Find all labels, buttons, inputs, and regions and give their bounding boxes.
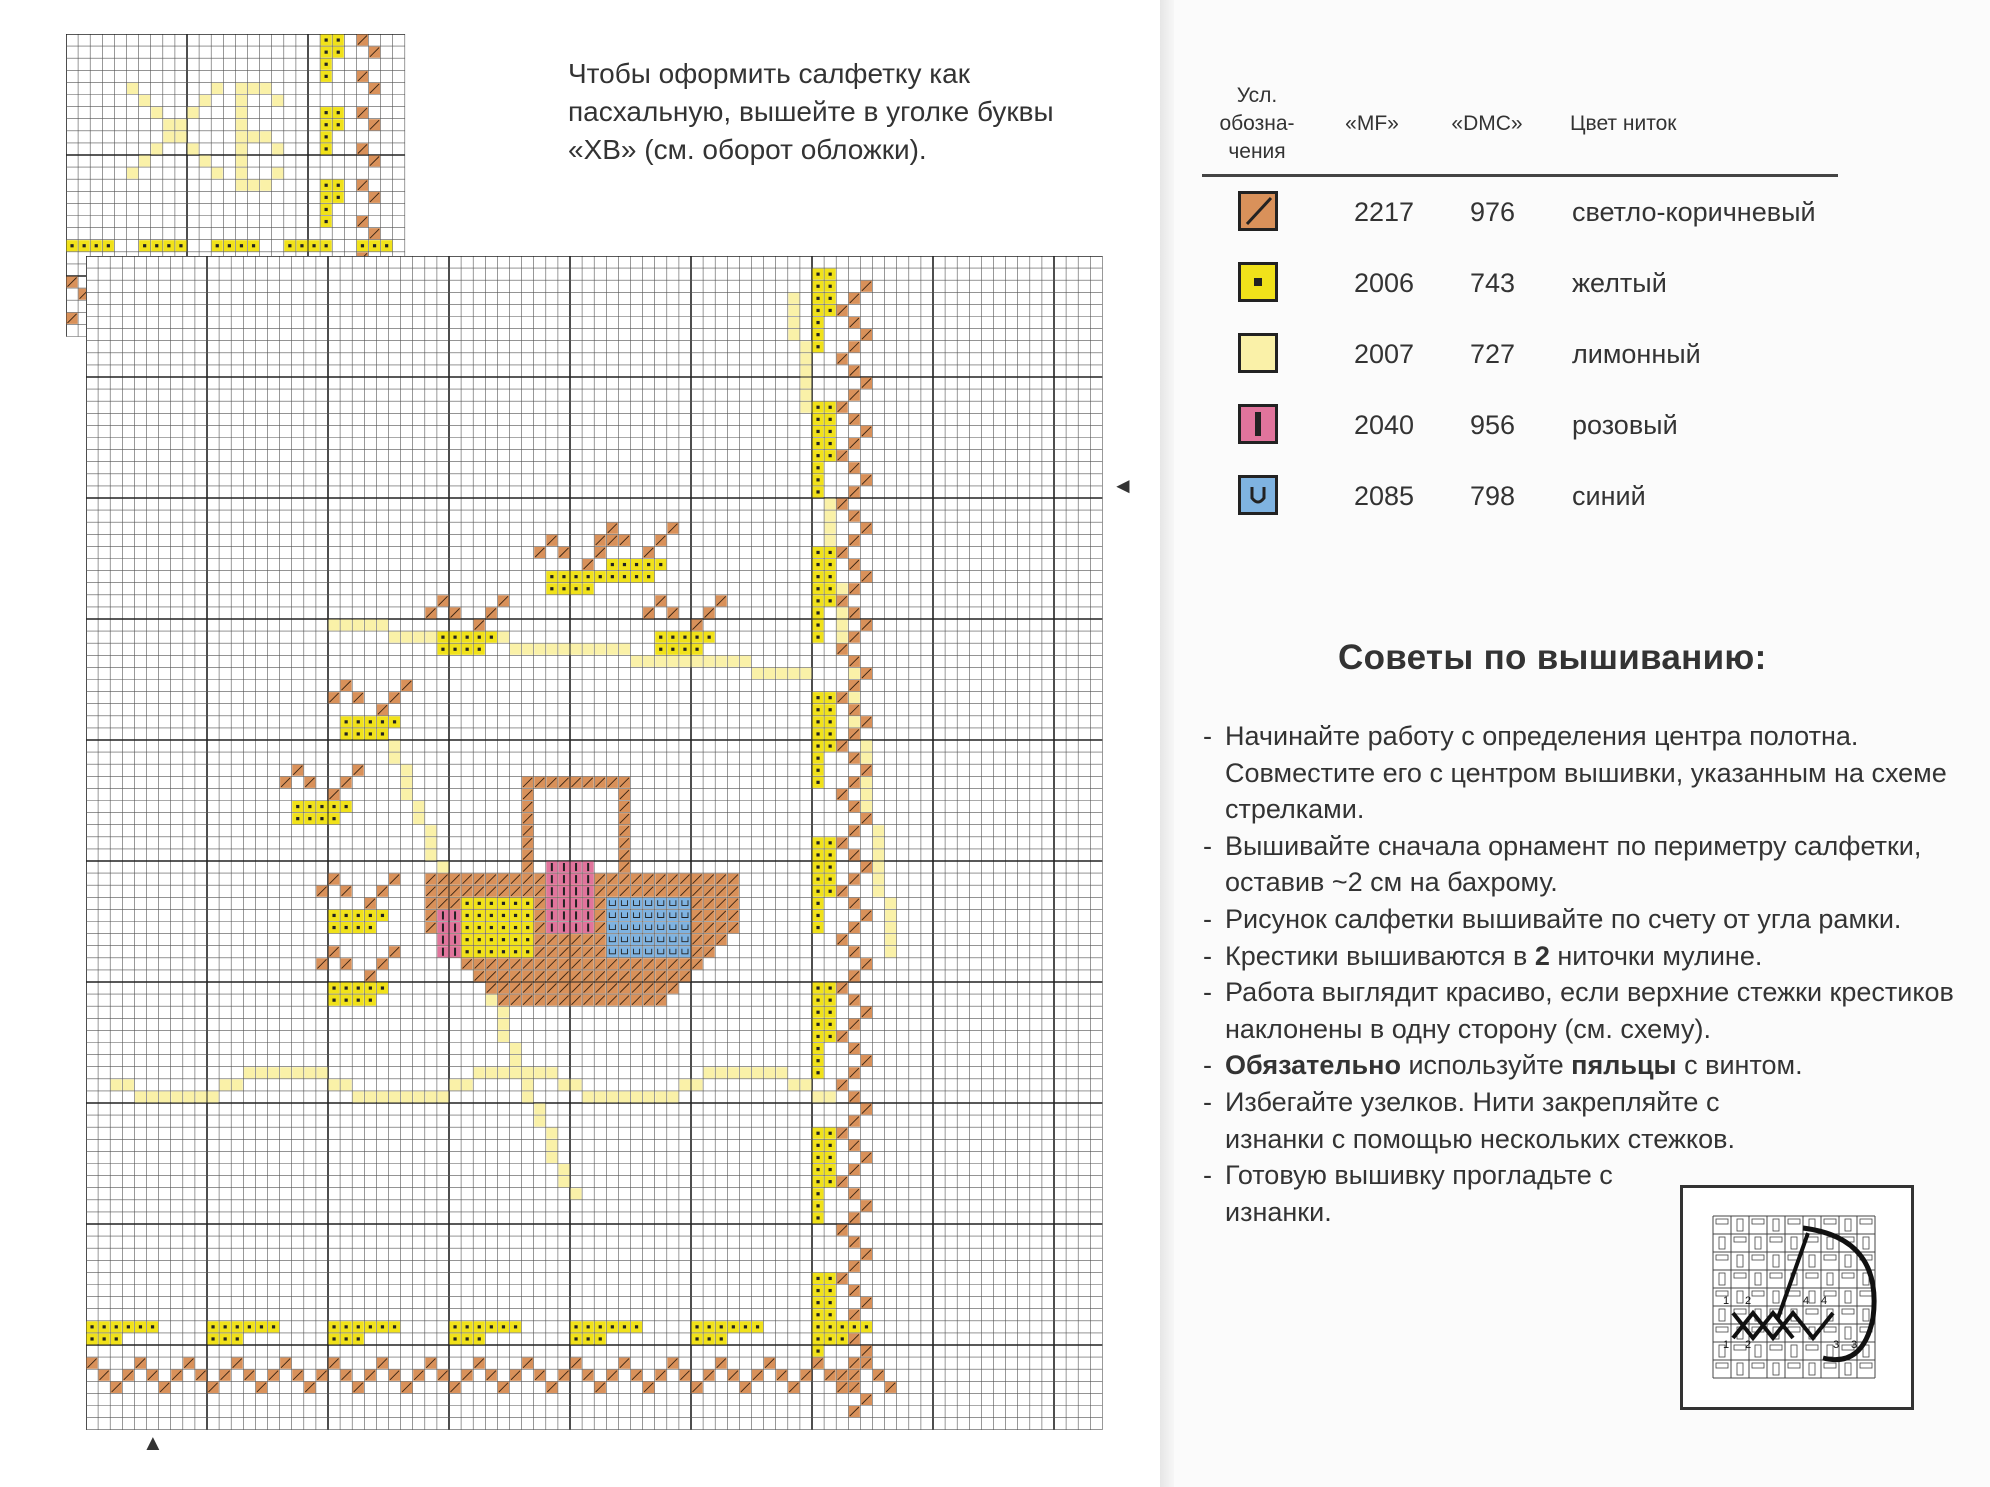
- page-spine: [1160, 0, 1174, 1487]
- stitch-number: 1: [1723, 1339, 1730, 1351]
- tip-dash: -: [1203, 1086, 1212, 1117]
- tip-dash: -: [1203, 830, 1212, 861]
- tips-list: [1203, 718, 1983, 1230]
- thread-legend: [1202, 82, 1838, 532]
- dot-icon: [1238, 262, 1278, 302]
- legend-header-dmc: «DMC»: [1451, 112, 1523, 135]
- stitch-diagram: [1680, 1185, 1914, 1410]
- tip-item: [1203, 938, 1983, 975]
- stitch-number: 3: [1833, 1339, 1840, 1351]
- tip-item: [1203, 828, 1983, 901]
- tip-text: Работа выглядит красиво, если верхние стежки крестиков наклонены в одну сторону (см. схему).: [1225, 977, 1954, 1044]
- tip-text: используйте: [1400, 1050, 1572, 1081]
- tip-text: Избегайте узелков. Нити закрепляйте с изнанки с помощью нескольких стежков.: [1225, 1086, 1735, 1154]
- stitch-number: 2: [1745, 1339, 1752, 1351]
- tip-text: с винтом.: [1676, 1050, 1803, 1081]
- tip-dash: -: [1203, 977, 1212, 1008]
- tip-text: Крестики вышиваются в: [1225, 940, 1535, 971]
- legend-header-symbol: Усл. обозна-чения: [1219, 84, 1295, 163]
- tip-text: Начинайте работу с определения центра полотна. Совместите его с центром вышивки, указанным на схеме стрелками.: [1225, 721, 1947, 825]
- legend-dmc-code: 976: [1470, 197, 1516, 227]
- tip-emphasis: Обязательно: [1225, 1050, 1401, 1081]
- legend-header-mf: «MF»: [1345, 112, 1399, 135]
- vertical-bar-icon: [1238, 404, 1278, 444]
- tip-item: [1203, 718, 1983, 828]
- legend-row: [1202, 390, 1838, 461]
- stitch-number: 4: [1821, 1295, 1828, 1307]
- legend-dmc-code: 956: [1470, 410, 1516, 440]
- stitch-number: 4: [1803, 1295, 1810, 1307]
- legend-mf-code: 2217: [1354, 197, 1415, 227]
- legend-color-name: розовый: [1572, 410, 1678, 440]
- legend-mf-code: 2007: [1354, 339, 1415, 369]
- legend-header-color: Цвет ниток: [1570, 112, 1677, 135]
- tip-dash: -: [1203, 903, 1212, 934]
- center-arrow-right-icon: ◄: [1112, 473, 1134, 498]
- tip-dash: -: [1203, 940, 1212, 971]
- napkin-pattern-chart: [86, 256, 1106, 1430]
- tips-title: Советы по вышиванию:: [1338, 638, 1767, 677]
- legend-row: [1202, 461, 1838, 532]
- legend-row: [1202, 177, 1838, 248]
- diagonal-slash-icon: [1238, 191, 1278, 231]
- legend-mf-code: 2085: [1354, 481, 1415, 511]
- stitch-number: 1: [1723, 1295, 1730, 1307]
- tip-text: Вышивайте сначала орнамент по периметру салфетки, оставив ~2 см на бахрому.: [1225, 830, 1922, 898]
- legend-header: [1202, 82, 1838, 177]
- tip-text: ниточки мулине.: [1549, 940, 1763, 971]
- legend-mf-code: 2006: [1354, 268, 1415, 298]
- tip-dash: -: [1203, 1160, 1212, 1191]
- tip-dash: -: [1203, 721, 1212, 751]
- tip-emphasis: пяльцы: [1571, 1050, 1677, 1081]
- legend-color-name: желтый: [1572, 268, 1667, 298]
- tip-item: [1203, 901, 1983, 938]
- legend-dmc-code: 743: [1470, 268, 1516, 298]
- center-arrow-bottom-icon: ▲: [142, 1430, 164, 1455]
- legend-mf-code: 2040: [1354, 410, 1415, 440]
- tip-item: [1203, 1047, 1983, 1084]
- u-icon: [1238, 475, 1278, 515]
- tip-text: Рисунок салфетки вышивайте по счету от угла рамки.: [1225, 903, 1902, 934]
- stitch-number: 2: [1745, 1295, 1752, 1307]
- legend-color-name: лимонный: [1572, 339, 1701, 369]
- tip-item: [1203, 1157, 1685, 1230]
- legend-row: [1202, 248, 1838, 319]
- tip-text: Готовую вышивку прогладьте с изнанки.: [1225, 1160, 1613, 1227]
- blank-icon: [1238, 333, 1278, 373]
- legend-row: [1202, 319, 1838, 390]
- tip-emphasis: 2: [1534, 940, 1550, 971]
- legend-dmc-code: 798: [1470, 481, 1516, 511]
- tip-dash: -: [1203, 1050, 1212, 1081]
- legend-color-name: светло-коричневый: [1572, 197, 1816, 227]
- tip-item: [1203, 974, 1983, 1047]
- tip-item: [1203, 1084, 1785, 1157]
- legend-color-name: синий: [1572, 481, 1646, 511]
- intro-text: Чтобы оформить салфетку как пасхальную, вышейте в уголке буквы «ХВ» (см. оборот обложки).: [568, 58, 1054, 165]
- legend-dmc-code: 727: [1470, 339, 1516, 369]
- stitch-number: 3: [1851, 1339, 1858, 1351]
